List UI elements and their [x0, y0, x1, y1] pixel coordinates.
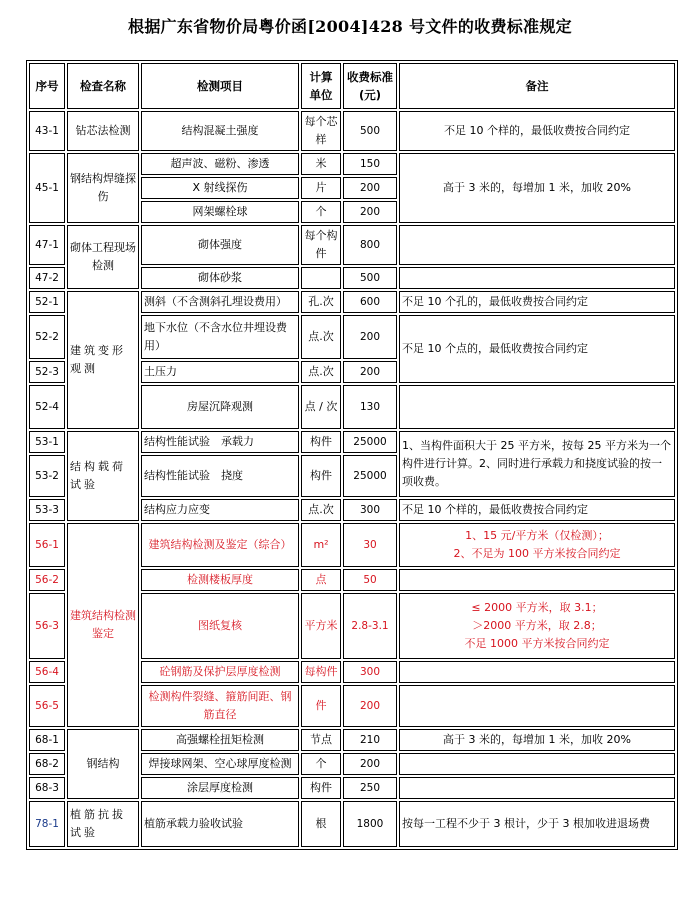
cell-name: 钢结构	[67, 729, 139, 799]
cell-no: 52-1	[29, 291, 65, 313]
cell-price: 2.8-3.1	[343, 593, 397, 659]
cell-unit: 点 / 次	[301, 385, 341, 429]
cell-price: 600	[343, 291, 397, 313]
cell-unit: 点.次	[301, 315, 341, 359]
cell-remark: 不足 10 个样的，最低收费按合同约定	[399, 111, 675, 151]
cell-remark	[399, 385, 675, 429]
header-unit: 计算单位	[301, 63, 341, 109]
cell-name: 钢结构焊缝探伤	[67, 153, 139, 223]
cell-remark: 按每一工程不少于 3 根计，少于 3 根加收进退场费	[399, 801, 675, 847]
cell-name: 钻芯法检测	[67, 111, 139, 151]
cell-no: 53-3	[29, 499, 65, 521]
cell-remark: 高于 3 米的，每增加 1 米，加收 20%	[399, 729, 675, 751]
cell-no: 56-5	[29, 685, 65, 727]
remark-line: 不足 1000 平方米按合同约定	[464, 637, 610, 650]
cell-no: 52-2	[29, 315, 65, 359]
cell-price: 500	[343, 111, 397, 151]
cell-unit: 点.次	[301, 361, 341, 383]
table-row	[29, 729, 675, 751]
cell-no: 68-2	[29, 753, 65, 775]
page-title: 根据广东省物价局粤价函[2004]428 号文件的收费标准规定	[128, 17, 572, 36]
cell-item: 房屋沉降观测	[141, 385, 299, 429]
cell-unit	[301, 267, 341, 289]
cell-no: 47-2	[29, 267, 65, 289]
cell-unit: 件	[301, 685, 341, 727]
cell-item: 砼钢筋及保护层厚度检测	[141, 661, 299, 683]
cell-remark	[399, 661, 675, 683]
table-row	[29, 431, 675, 453]
table-row	[29, 291, 675, 313]
cell-unit: 点.次	[301, 499, 341, 521]
cell-unit: 节点	[301, 729, 341, 751]
cell-item: 地下水位（不含水位井埋设费用）	[141, 315, 299, 359]
cell-price: 250	[343, 777, 397, 799]
cell-remark: 不足 10 个孔的，最低收费按合同约定	[399, 291, 675, 313]
cell-item: 图纸复核	[141, 593, 299, 659]
cell-price: 25000	[343, 431, 397, 453]
cell-price: 200	[343, 361, 397, 383]
cell-price: 50	[343, 569, 397, 591]
cell-price: 200	[343, 753, 397, 775]
cell-price: 200	[343, 315, 397, 359]
cell-name: 结构载荷试验	[67, 431, 139, 521]
table-row	[29, 153, 675, 175]
cell-remark: 不足 10 个样的，最低收费按合同约定	[399, 499, 675, 521]
cell-price: 300	[343, 499, 397, 521]
cell-price: 25000	[343, 455, 397, 497]
cell-unit: 米	[301, 153, 341, 175]
cell-remark	[399, 225, 675, 265]
header-price: 收费标准(元)	[343, 63, 397, 109]
cell-remark	[399, 685, 675, 727]
cell-item: 检测构件裂缝、箍筋间距、钢筋直径	[141, 685, 299, 727]
cell-item: 建筑结构检测及鉴定（综合）	[141, 523, 299, 567]
cell-item: 土压力	[141, 361, 299, 383]
cell-item: 高强螺栓扭矩检测	[141, 729, 299, 751]
cell-unit: 每构件	[301, 661, 341, 683]
cell-unit: 每个芯样	[301, 111, 341, 151]
cell-item: 结构性能试验 承载力	[141, 431, 299, 453]
cell-remark	[399, 593, 675, 659]
cell-no: 56-3	[29, 593, 65, 659]
cell-unit: 个	[301, 201, 341, 223]
cell-unit: 孔.次	[301, 291, 341, 313]
cell-item: 砌体砂浆	[141, 267, 299, 289]
cell-price: 800	[343, 225, 397, 265]
table-row	[29, 523, 675, 567]
cell-no: 78-1	[29, 801, 65, 847]
cell-item: 结构应力应变	[141, 499, 299, 521]
remark-line: 2、不足为 100 平方米按合同约定	[453, 547, 621, 560]
remark-line: 1、15 元/平方米（仅检测）；	[465, 529, 609, 542]
cell-item: 结构混凝土强度	[141, 111, 299, 151]
header-item: 检测项目	[141, 63, 299, 109]
cell-no: 56-2	[29, 569, 65, 591]
cell-remark	[399, 753, 675, 775]
table-row	[29, 801, 675, 847]
cell-remark	[399, 569, 675, 591]
cell-unit: 构件	[301, 455, 341, 497]
table-row	[29, 111, 675, 151]
table-row	[29, 225, 675, 265]
cell-price: 210	[343, 729, 397, 751]
cell-item: 结构性能试验 挠度	[141, 455, 299, 497]
cell-no: 56-4	[29, 661, 65, 683]
cell-no: 43-1	[29, 111, 65, 151]
cell-name: 建筑结构检测鉴定	[67, 523, 139, 727]
cell-price: 130	[343, 385, 397, 429]
cell-price: 150	[343, 153, 397, 175]
cell-price: 1800	[343, 801, 397, 847]
cell-no: 47-1	[29, 225, 65, 265]
cell-item: 涂层厚度检测	[141, 777, 299, 799]
cell-unit: 片	[301, 177, 341, 199]
cell-item: 网架螺栓球	[141, 201, 299, 223]
header-row	[29, 63, 675, 109]
cell-item: 超声波、磁粉、渗透	[141, 153, 299, 175]
cell-price: 500	[343, 267, 397, 289]
cell-unit: 根	[301, 801, 341, 847]
cell-item: 焊接球网架、空心球厚度检测	[141, 753, 299, 775]
cell-no: 52-3	[29, 361, 65, 383]
cell-item: 检测楼板厚度	[141, 569, 299, 591]
cell-no: 45-1	[29, 153, 65, 223]
cell-unit: m²	[301, 523, 341, 567]
remark-line: ＞2000 平方米，取 2.8；	[472, 619, 602, 632]
cell-remark: 1、当构件面积大于 25 平方米，按每 25 平方米为一个构件进行计算。2、同时进行承载力和挠度试验的按一项收费。	[399, 431, 675, 497]
cell-item: 测斜（不含测斜孔埋设费用）	[141, 291, 299, 313]
header-name: 检查名称	[67, 63, 139, 109]
cell-item: 植筋承载力验收试验	[141, 801, 299, 847]
cell-name: 植筋抗拔试验	[67, 801, 139, 847]
cell-unit: 构件	[301, 777, 341, 799]
cell-price: 200	[343, 201, 397, 223]
header-no: 序号	[29, 63, 65, 109]
header-remark: 备注	[399, 63, 675, 109]
cell-no: 52-4	[29, 385, 65, 429]
cell-unit: 个	[301, 753, 341, 775]
cell-no: 53-2	[29, 455, 65, 497]
cell-no: 56-1	[29, 523, 65, 567]
cell-remark: 不足 10 个点的，最低收费按合同约定	[399, 315, 675, 383]
cell-item: X 射线探伤	[141, 177, 299, 199]
cell-no: 68-1	[29, 729, 65, 751]
remark-line: ≤ 2000 平方米，取 3.1；	[471, 601, 603, 614]
cell-price: 200	[343, 177, 397, 199]
cell-unit: 构件	[301, 431, 341, 453]
fee-table	[26, 60, 678, 850]
cell-unit: 点	[301, 569, 341, 591]
cell-unit: 每个构件	[301, 225, 341, 265]
cell-unit: 平方米	[301, 593, 341, 659]
cell-price: 200	[343, 685, 397, 727]
cell-no: 68-3	[29, 777, 65, 799]
cell-remark	[399, 267, 675, 289]
cell-remark	[399, 523, 675, 567]
cell-name: 建筑变形观测	[67, 291, 139, 429]
cell-item: 砌体强度	[141, 225, 299, 265]
cell-remark: 高于 3 米的，每增加 1 米，加收 20%	[399, 153, 675, 223]
cell-name: 砌体工程现场检测	[67, 225, 139, 289]
cell-remark	[399, 777, 675, 799]
cell-price: 300	[343, 661, 397, 683]
cell-price: 30	[343, 523, 397, 567]
cell-no: 53-1	[29, 431, 65, 453]
